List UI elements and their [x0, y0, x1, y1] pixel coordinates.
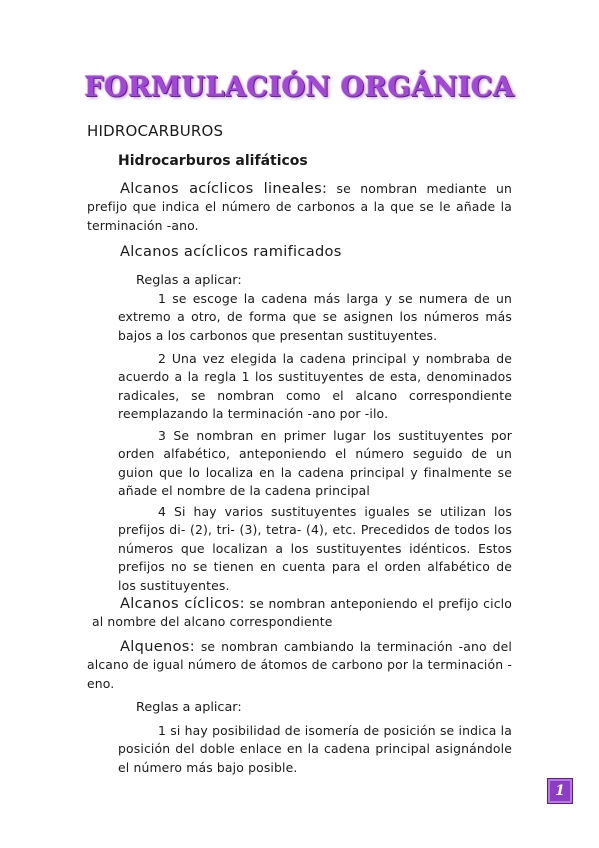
rules-label: Reglas a aplicar:: [136, 273, 242, 288]
alcanos-ciclicos-lead: Alcanos cíclicos:: [120, 595, 245, 612]
page-number-badge: 1: [547, 778, 573, 804]
alquenos-paragraph: [87, 638, 512, 693]
alcanos-ciclicos-paragraph: [92, 595, 512, 632]
alquenos-text: se nombran cambiando la terminación -ano del alcano de igual número de átomos de carbono por la terminación -eno.: [87, 639, 512, 691]
rule-4: 4 Si hay varios sustituyentes iguales se utilizan los prefijos di- (2), tri- (3), tetra- (4), etc. Precedidos de todos los números que localizan a los sustituyentes idénticos. Estos prefijos no se tienen en cuenta para el orden alfabético de los sustituyentes.: [118, 504, 512, 593]
alquenos-rules-label: Reglas a aplicar:: [136, 700, 242, 715]
alcanos-ramificados-heading: Alcanos acíclicos ramificados: [120, 243, 342, 260]
subsection-heading: Hidrocarburos alifáticos: [118, 153, 308, 169]
alcanos-lineales-lead: Alcanos acíclicos lineales:: [120, 180, 328, 197]
alquenos-rule-1: 1 si hay posibilidad de isomería de posición se indica la posición del doble enlace en la cadena principal asignándole el número más bajo posible.: [118, 723, 512, 775]
alquenos-lead: Alquenos:: [120, 638, 195, 655]
section-heading: HIDROCARBUROS: [87, 122, 224, 140]
rule-1: 1 se escoge la cadena más larga y se numera de un extremo a otro, de forma que se asignen los números más bajos a los carbonos que presentan sustituyentes.: [118, 291, 512, 343]
rule-3: 3 Se nombran en primer lugar los sustituyentes por orden alfabético, anteponiendo el número seguido de un guion que lo localiza en la cadena principal y finalmente se añade el nombre de la cadena principal: [118, 428, 512, 499]
rule-2: 2 Una vez elegida la cadena principal y nombraba de acuerdo a la regla 1 los sustituyentes de esta, denominados radicales, se nombran como el alcano correspondiente reemplazando la terminación -ano por -ilo.: [118, 351, 512, 422]
page-title: FORMULACIÓN ORGÁNICA: [84, 72, 515, 103]
alcanos-lineales-text: se nombran mediante un prefijo que indica el número de carbonos a la que se le añade la terminación -ano.: [87, 181, 512, 233]
alcanos-lineales-paragraph: [87, 180, 512, 235]
alcanos-ciclicos-text: se nombran anteponiendo el prefijo ciclo al nombre del alcano correspondiente: [92, 596, 513, 630]
